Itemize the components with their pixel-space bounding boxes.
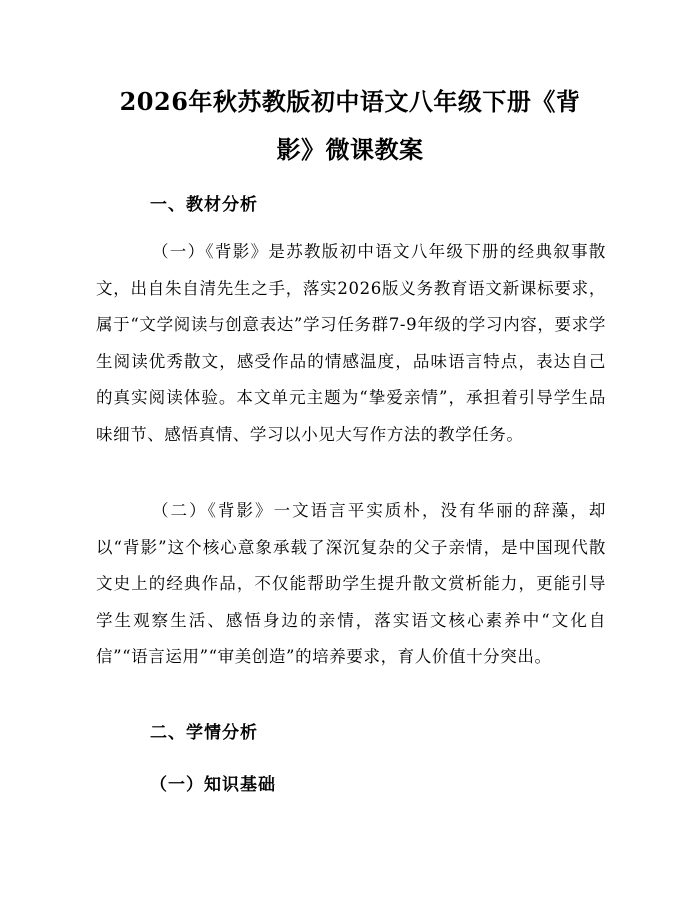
paragraph-textbook-analysis-2: （二）《背影》一文语言平实质朴，没有华丽的辞藻，却以“背影”这个核心意象承载了深沉复杂的父子亲情，是中国现代散文史上的经典作品，不仅能帮助学生提升散文赏析能力，更能引导学生观察生活、感悟身边的亲情，落实语文核心素养中“文化自信”“语言运用”“审美创造”的培养要求，育人价值十分突出。 [96, 501, 606, 666]
document-title-line-1: 2026年秋苏教版初中语文八年级下册《背 [119, 87, 581, 116]
paragraph-textbook-analysis-1: （一）《背影》是苏教版初中语文八年级下册的经典叙事散文，出自朱自清先生之手，落实2026版义务教育语文新课标要求，属于“文学阅读与创意表达”学习任务群7-9年级的学习内容，要求学生阅读优秀散文，感受作品的情感温度，品味语言特点，表达自己的真实阅读体验。本文单元主题为“挚爱亲情”，承担着引导学生品味细节、感悟真情、学习以小见大写作方法的教学任务。 [96, 242, 606, 444]
subheading-knowledge-basis: （一）知识基础 [150, 775, 276, 795]
document-title-line-2: 影》微课教案 [276, 135, 424, 164]
section-heading-textbook-analysis: 一、教材分析 [150, 195, 258, 215]
section-heading-student-analysis: 二、学情分析 [150, 723, 258, 743]
